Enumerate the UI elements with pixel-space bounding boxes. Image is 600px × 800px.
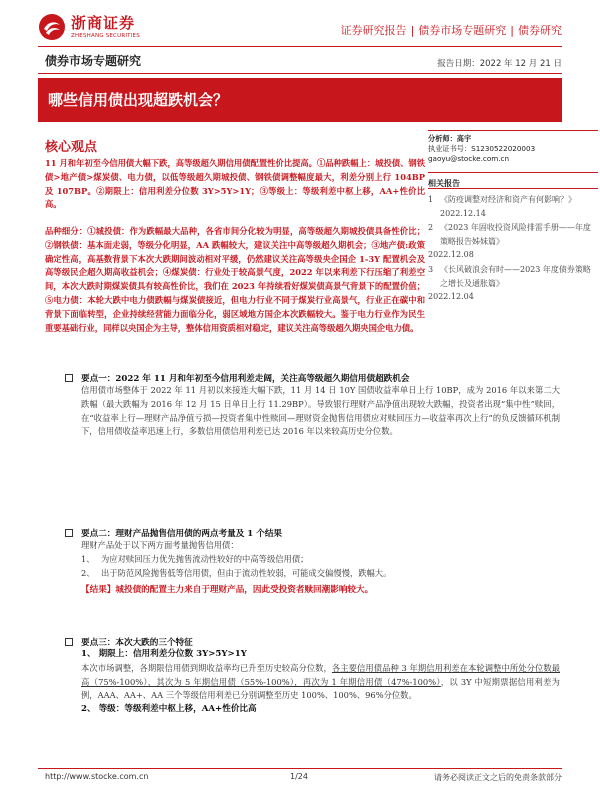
analyst-license: 执业证书号：S1230522020003	[428, 144, 536, 153]
related-report-date: 2022.12.08	[428, 250, 474, 260]
analyst-name: 高宇	[456, 134, 472, 143]
checkbox-bullet-icon	[65, 529, 73, 537]
checkbox-bullet-icon	[65, 374, 73, 382]
company-logo	[38, 10, 158, 44]
nav-item: 债券市场专题研究	[418, 24, 507, 37]
sidebar-divider	[428, 130, 598, 131]
footer-divider	[38, 768, 562, 769]
key-point-3	[45, 636, 560, 717]
related-report-date: 2022.12.14	[440, 208, 486, 218]
logo-text-en: ZHESHANG SECURITIES	[71, 32, 140, 39]
key-point-2	[45, 527, 560, 598]
analyst-block	[428, 134, 593, 164]
report-date: 报告日期：2022 年 12 月 21 日	[437, 59, 562, 69]
point-body: 本次市场调整，各期限信用债到期收益率均已升至历史较高分位数，各主要信用债品种 3 年期信用利差在本轮调整中所处分位数最高（75%-100%），其次为 5 年期信用债（55%-100%），再次为 1 年期信用债（47%-100%），以 3Y 中短期票据信用利差为例，AAA、AA+、AA 三个等级信用利差已分别调整至历史 100%、100%、96%分位数。	[81, 662, 560, 701]
list-item: 1、 为应对赎回压力优先抛售流动性较好的中高等级信用债；	[81, 553, 309, 564]
sidebar-divider	[428, 188, 598, 189]
footer-url[interactable]: http://www.stocke.com.cn	[45, 772, 149, 781]
related-report-date: 2022.12.04	[428, 292, 474, 302]
related-reports-list	[428, 193, 593, 304]
top-breadcrumb: 证券研究报告 | 债券市场专题研究 | 债券研究	[340, 24, 562, 37]
core-heading: 核心观点	[45, 140, 98, 155]
sidebar-divider	[428, 172, 598, 173]
related-report-item[interactable]: 3 《长风破浪会有时——2023 年度债券策略之增长及通胀篇》	[428, 264, 591, 288]
analyst-label: 分析师：	[428, 134, 457, 143]
point-intro: 理财产品处于以下两方面考量抛售信用债：	[81, 540, 239, 550]
core-paragraph-1: 11 月和年初至今信用债大幅下跌，高等级超久期信用债配置性价比提高。①品种跌幅上：城投债、钢铁债>地产债>煤炭债、电力债，以低等级超久期城投债、钢铁债调整幅度最大，利差分别上行 104BP 及 107BP。②期限上：信用利差分位数 3Y>5Y>1Y；③等级上：等级利差中枢上移，AA+性价比高。	[45, 158, 425, 210]
analyst-email[interactable]: gaoyu@stocke.com.cn	[428, 154, 510, 163]
nav-item: 债券研究	[518, 24, 562, 37]
checkbox-bullet-icon	[65, 638, 73, 646]
report-title: 哪些信用债出现超跌机会？	[48, 91, 229, 109]
point-heading: 要点三：本次大跌的三个特征	[81, 638, 193, 648]
related-reports-heading: 相关报告	[428, 179, 460, 188]
related-report-item[interactable]: 2 《2023 年固收投资风险排雷手册——年度策略报告姊妹篇》	[428, 223, 591, 246]
point-heading: 要点二：理财产品抛售信用债的两点考量及 1 个结果	[81, 529, 283, 539]
nav-item: 证券研究报告	[340, 24, 407, 37]
related-report-item[interactable]: 1 《防疫调整对经济和资产有何影响？》	[428, 195, 576, 204]
header-divider-2	[38, 73, 562, 74]
page-number: 1/24	[290, 772, 308, 781]
core-paragraph-2: 品种细分：①城投债：作为跌幅最大品种，各省市间分化较为明显，高等级超久期城投债具备性价比；②钢铁债：基本面走弱，等级分化明显，AA 跌幅较大，建议关注中高等级超久期机会；③地产债:政策确定性高，高基数背景下本次大跌期间波动相对平缓，仍然建议关注高等级央企国企 1-3Y 配置机会及高等级民企超久期高收益机会；④煤炭债：行业处于较高景气度，2022 年以来利差下行压缩了利差空间，本次大跌时期煤炭债具有较高性价比，我们在 2023 年持续看好煤炭债高景气背景下的配置价值；⑤电力债：本轮大跌中电力债跌幅与煤炭债接近，但电力行业不同于煤炭行业高景气，行业正在碳中和背景下面临转型，企业持续经营能力面临分化，弱区域地方国企本次跌幅较大。鉴于电力行业作为民生重要基础行业，同样以央国企为主导，整体信用资质相对稳定，建议关注高等级超久期央国企电力债。	[45, 226, 425, 333]
footer-disclaimer: 请务必阅读正文之后的免责条款部分	[434, 773, 562, 782]
section-label: 债券市场专题研究	[45, 54, 142, 68]
header-divider	[38, 46, 562, 47]
point-result: 【结果】城投债的配置主力来自于理财产品，因此受投资者赎回潮影响较大。	[81, 585, 374, 596]
sub-heading: 1、 期限上：信用利差分位数 3Y>5Y>1Y	[81, 649, 247, 659]
sub-heading: 2、 等级：等级利差中枢上移，AA+性价比高	[81, 704, 257, 715]
logo-text-cn: 浙商证券	[71, 13, 136, 32]
point-heading: 要点一：2022 年 11 月和年初至今信用利差走阔，关注高等级超久期信用债超跌机会	[81, 374, 410, 384]
key-point-1	[45, 372, 560, 439]
logo-icon	[38, 13, 66, 41]
point-body: 信用债市场整体于 2022 年 11 月初以来接连大幅下跌，11 月 14 日 10Y 国债收益率单日上行 10BP，成为 2016 年以来第二大跌幅（最大跌幅为 2016 年 12 月 15 日单日上行 11.29BP）。导致银行理财产品净值出现较大跌幅，投资者出现“集中性”赎回，在“收益率上行—理财产品净值亏损—投资者集中性赎回—理财资金抛售信用债应对赎回压力—收益率再次上行”的负反馈循环机制下，信用债收益率迅速上行，多数信用债信用利差已达 2016 年以来较高历史分位数。	[81, 385, 560, 437]
list-item: 2、 出于防范风险抛售低等信用债，但由于流动性较弱，可能成交偏慢慢，跌幅大。	[81, 567, 392, 578]
